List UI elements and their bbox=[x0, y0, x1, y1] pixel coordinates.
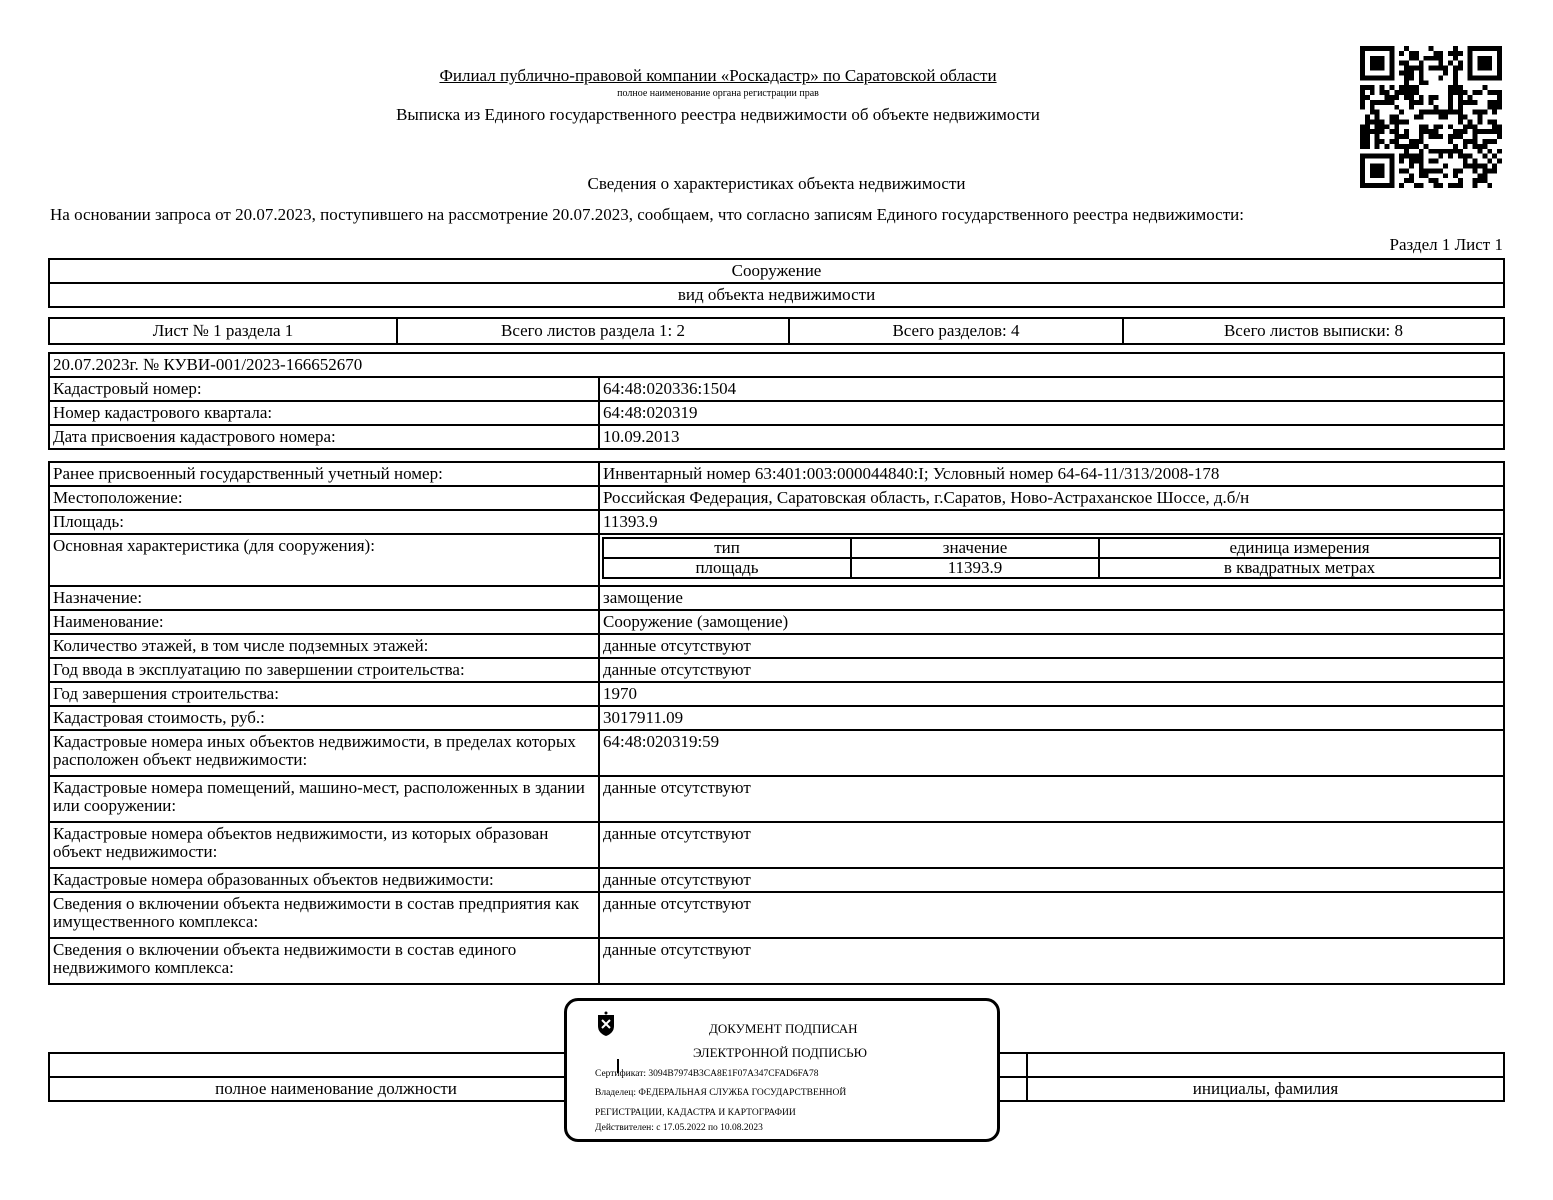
table-row bbox=[49, 534, 1504, 586]
section-count: Всего разделов: 4 bbox=[789, 318, 1123, 344]
sheet-info-table bbox=[48, 317, 1505, 345]
table-row bbox=[49, 938, 1504, 984]
table-row bbox=[49, 377, 1504, 401]
row-label: Кадастровые номера объектов недвижимости, из которых образован объект недвижимости: bbox=[49, 822, 599, 868]
main-characteristic-cell bbox=[599, 534, 1504, 586]
row-value: данные отсутствуют bbox=[599, 634, 1504, 658]
stamp-owner: Владелец: ФЕДЕРАЛЬНАЯ СЛУЖБА ГОСУДАРСТВЕННОЙ bbox=[595, 1088, 847, 1098]
row-label: Дата присвоения кадастрового номера: bbox=[49, 425, 599, 449]
table-row bbox=[49, 486, 1504, 510]
char-header-unit: единица измерения bbox=[1099, 538, 1500, 558]
object-type: Сооружение bbox=[49, 259, 1504, 283]
object-type-caption: вид объекта недвижимости bbox=[49, 283, 1504, 307]
table-row bbox=[49, 510, 1504, 534]
row-label: Кадастровые номера иных объектов недвижимости, в пределах которых расположен объект недвижимости: bbox=[49, 730, 599, 776]
row-label: Кадастровая стоимость, руб.: bbox=[49, 706, 599, 730]
row-label: Год завершения строительства: bbox=[49, 682, 599, 706]
table-row bbox=[49, 658, 1504, 682]
row-value: 64:48:020319:59 bbox=[599, 730, 1504, 776]
row-label: Сведения о включении объекта недвижимости в состав единого недвижимого комплекса: bbox=[49, 938, 599, 984]
name-field bbox=[1027, 1053, 1504, 1077]
char-type: площадь bbox=[603, 558, 851, 578]
row-label: Кадастровый номер: bbox=[49, 377, 599, 401]
table-row bbox=[49, 892, 1504, 938]
table-row bbox=[49, 776, 1504, 822]
row-value: данные отсутствуют bbox=[599, 658, 1504, 682]
position-field bbox=[49, 1053, 623, 1077]
row-value: 11393.9 bbox=[599, 510, 1504, 534]
section-sheet-count: Всего листов раздела 1: 2 bbox=[397, 318, 789, 344]
row-label: Количество этажей, в том числе подземных этажей: bbox=[49, 634, 599, 658]
row-value: Инвентарный номер 63:401:003:000044840:I; Условный номер 64-64-11/313/2008-178 bbox=[599, 462, 1504, 486]
row-value: данные отсутствуют bbox=[599, 776, 1504, 822]
char-unit: в квадратных метрах bbox=[1099, 558, 1500, 578]
char-value: 11393.9 bbox=[851, 558, 1099, 578]
name-caption: инициалы, фамилия bbox=[1027, 1077, 1504, 1101]
row-value: 10.09.2013 bbox=[599, 425, 1504, 449]
sheet-number: Лист № 1 раздела 1 bbox=[49, 318, 397, 344]
stamp-owner-cont: РЕГИСТРАЦИИ, КАДАСТРА И КАРТОГРАФИИ bbox=[595, 1108, 796, 1118]
extract-sheet-count: Всего листов выписки: 8 bbox=[1123, 318, 1504, 344]
org-name: Филиал публично-правовой компании «Роскадастр» по Саратовской области bbox=[439, 66, 997, 85]
table-row bbox=[49, 822, 1504, 868]
stamp-line1: ДОКУМЕНТ ПОДПИСАН bbox=[709, 1021, 858, 1036]
row-label: Год ввода в эксплуатацию по завершении строительства: bbox=[49, 658, 599, 682]
row-value: Российская Федерация, Саратовская область, г.Саратов, Ново-Астраханское Шоссе, д.б/н bbox=[599, 486, 1504, 510]
record-header-table bbox=[48, 352, 1505, 450]
row-value: данные отсутствуют bbox=[599, 868, 1504, 892]
qr-code-icon bbox=[1360, 46, 1502, 188]
row-value: данные отсутствуют bbox=[599, 938, 1504, 984]
section-sheet-label: Раздел 1 Лист 1 bbox=[1389, 235, 1503, 254]
char-header-value: значение bbox=[851, 538, 1099, 558]
row-label: Сведения о включении объекта недвижимости в состав предприятия как имущественного комплекса: bbox=[49, 892, 599, 938]
char-header-type: тип bbox=[603, 538, 851, 558]
row-value: 1970 bbox=[599, 682, 1504, 706]
row-label: Местоположение: bbox=[49, 486, 599, 510]
basis-text: На основании запроса от 20.07.2023, поступившего на рассмотрение 20.07.2023, сообщаем, что согласно записям Единого государственного реестра недвижимости: bbox=[50, 205, 1244, 224]
row-label: Кадастровые номера помещений, машино-мест, расположенных в здании или сооружении: bbox=[49, 776, 599, 822]
row-label: Кадастровые номера образованных объектов недвижимости: bbox=[49, 868, 599, 892]
table-row bbox=[49, 868, 1504, 892]
table-row bbox=[49, 634, 1504, 658]
org-caption: полное наименование органа регистрации прав bbox=[617, 88, 819, 99]
row-value: данные отсутствуют bbox=[599, 822, 1504, 868]
table-row bbox=[49, 730, 1504, 776]
table-row bbox=[49, 462, 1504, 486]
row-value: 3017911.09 bbox=[599, 706, 1504, 730]
position-caption: полное наименование должности bbox=[49, 1077, 623, 1101]
stamp-validity: Действителен: с 17.05.2022 по 10.08.2023 bbox=[595, 1123, 763, 1133]
table-row bbox=[49, 586, 1504, 610]
row-label: Номер кадастрового квартала: bbox=[49, 401, 599, 425]
row-value: 64:48:020319 bbox=[599, 401, 1504, 425]
table-row bbox=[49, 610, 1504, 634]
e-signature-stamp bbox=[564, 998, 1000, 1142]
main-characteristic-table bbox=[602, 537, 1501, 579]
section-title: Сведения о характеристиках объекта недвижимости bbox=[587, 174, 966, 193]
row-label: Ранее присвоенный государственный учетный номер: bbox=[49, 462, 599, 486]
record-details-table bbox=[48, 461, 1505, 985]
table-row bbox=[49, 682, 1504, 706]
row-value: замощение bbox=[599, 586, 1504, 610]
coat-of-arms-icon bbox=[595, 1011, 617, 1037]
table-row bbox=[49, 425, 1504, 449]
row-label: Основная характеристика (для сооружения): bbox=[49, 534, 599, 586]
stamp-certificate: Сертификат: 3094B7974B3CA8E1F07A347CFAD6FA78 bbox=[595, 1069, 819, 1079]
table-row bbox=[49, 706, 1504, 730]
document-title: Выписка из Единого государственного реестра недвижимости об объекте недвижимости bbox=[396, 105, 1040, 124]
row-label: Назначение: bbox=[49, 586, 599, 610]
object-type-table bbox=[48, 258, 1505, 308]
row-value: данные отсутствуют bbox=[599, 892, 1504, 938]
row-label: Наименование: bbox=[49, 610, 599, 634]
table-row bbox=[49, 401, 1504, 425]
row-value: 64:48:020336:1504 bbox=[599, 377, 1504, 401]
row-value: Сооружение (замощение) bbox=[599, 610, 1504, 634]
row-label: Площадь: bbox=[49, 510, 599, 534]
record-date-number: 20.07.2023г. № КУВИ-001/2023-166652670 bbox=[49, 353, 1504, 377]
stamp-line2: ЭЛЕКТРОННОЙ ПОДПИСЬЮ bbox=[693, 1045, 867, 1060]
